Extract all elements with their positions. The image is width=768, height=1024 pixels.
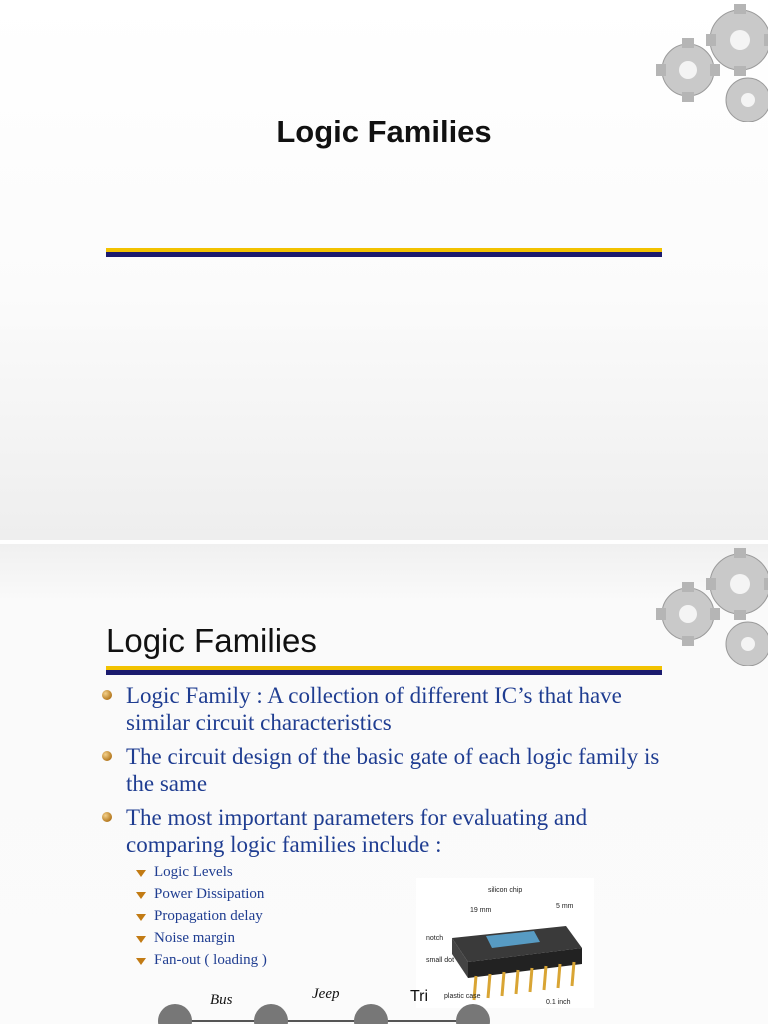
title-rule <box>106 666 662 675</box>
list-item: The most important parameters for evaluating and comparing logic families include : <box>100 804 660 858</box>
gears-icon <box>628 0 768 122</box>
triangle-bullet-icon <box>136 914 146 921</box>
bullet-dot-icon <box>102 751 112 761</box>
chip-label-notch: notch <box>426 935 444 942</box>
chip-label-inch: 0.1 inch <box>546 999 571 1006</box>
chip-label-dot: small dot <box>426 957 455 964</box>
bus-line <box>176 1020 476 1022</box>
bus-label: Bus <box>210 992 233 1008</box>
triangle-bullet-icon <box>136 870 146 877</box>
list-item: Fan-out ( loading ) <box>134 952 267 974</box>
list-item: Propagation delay <box>134 908 267 930</box>
list-item: Power Dissipation <box>134 886 267 908</box>
triangle-bullet-icon <box>136 892 146 899</box>
bus-node <box>254 1004 288 1024</box>
slide-2 <box>0 544 768 1024</box>
chip-label-5mm: 5 mm <box>556 903 574 910</box>
bullet-dot-icon <box>102 690 112 700</box>
tri-label: Tri <box>410 988 429 1005</box>
title-rule <box>106 248 662 257</box>
triangle-bullet-icon <box>136 936 146 943</box>
ic-chip-image <box>416 878 594 1008</box>
slide-title: Logic Families <box>106 622 317 659</box>
bullet-dot-icon <box>102 812 112 822</box>
chip-label-case: plastic case <box>444 993 481 1000</box>
gears-icon <box>628 544 768 666</box>
sub-bullet-list <box>134 864 267 974</box>
list-item: Logic Family : A collection of different IC’s that have similar circuit characteristics <box>100 682 660 736</box>
jeep-label: Jeep <box>312 986 340 1002</box>
list-item: Logic Levels <box>134 864 267 886</box>
bullet-list <box>100 682 660 865</box>
triangle-bullet-icon <box>136 958 146 965</box>
list-item: Noise margin <box>134 930 267 952</box>
bus-node <box>158 1004 192 1024</box>
bus-node <box>354 1004 388 1024</box>
slide-title: Logic Families <box>276 114 492 149</box>
list-item: The circuit design of the basic gate of each logic family is the same <box>100 743 660 797</box>
chip-label-silicon: silicon chip <box>488 887 523 894</box>
chip-label-19mm: 19 mm <box>470 907 492 914</box>
